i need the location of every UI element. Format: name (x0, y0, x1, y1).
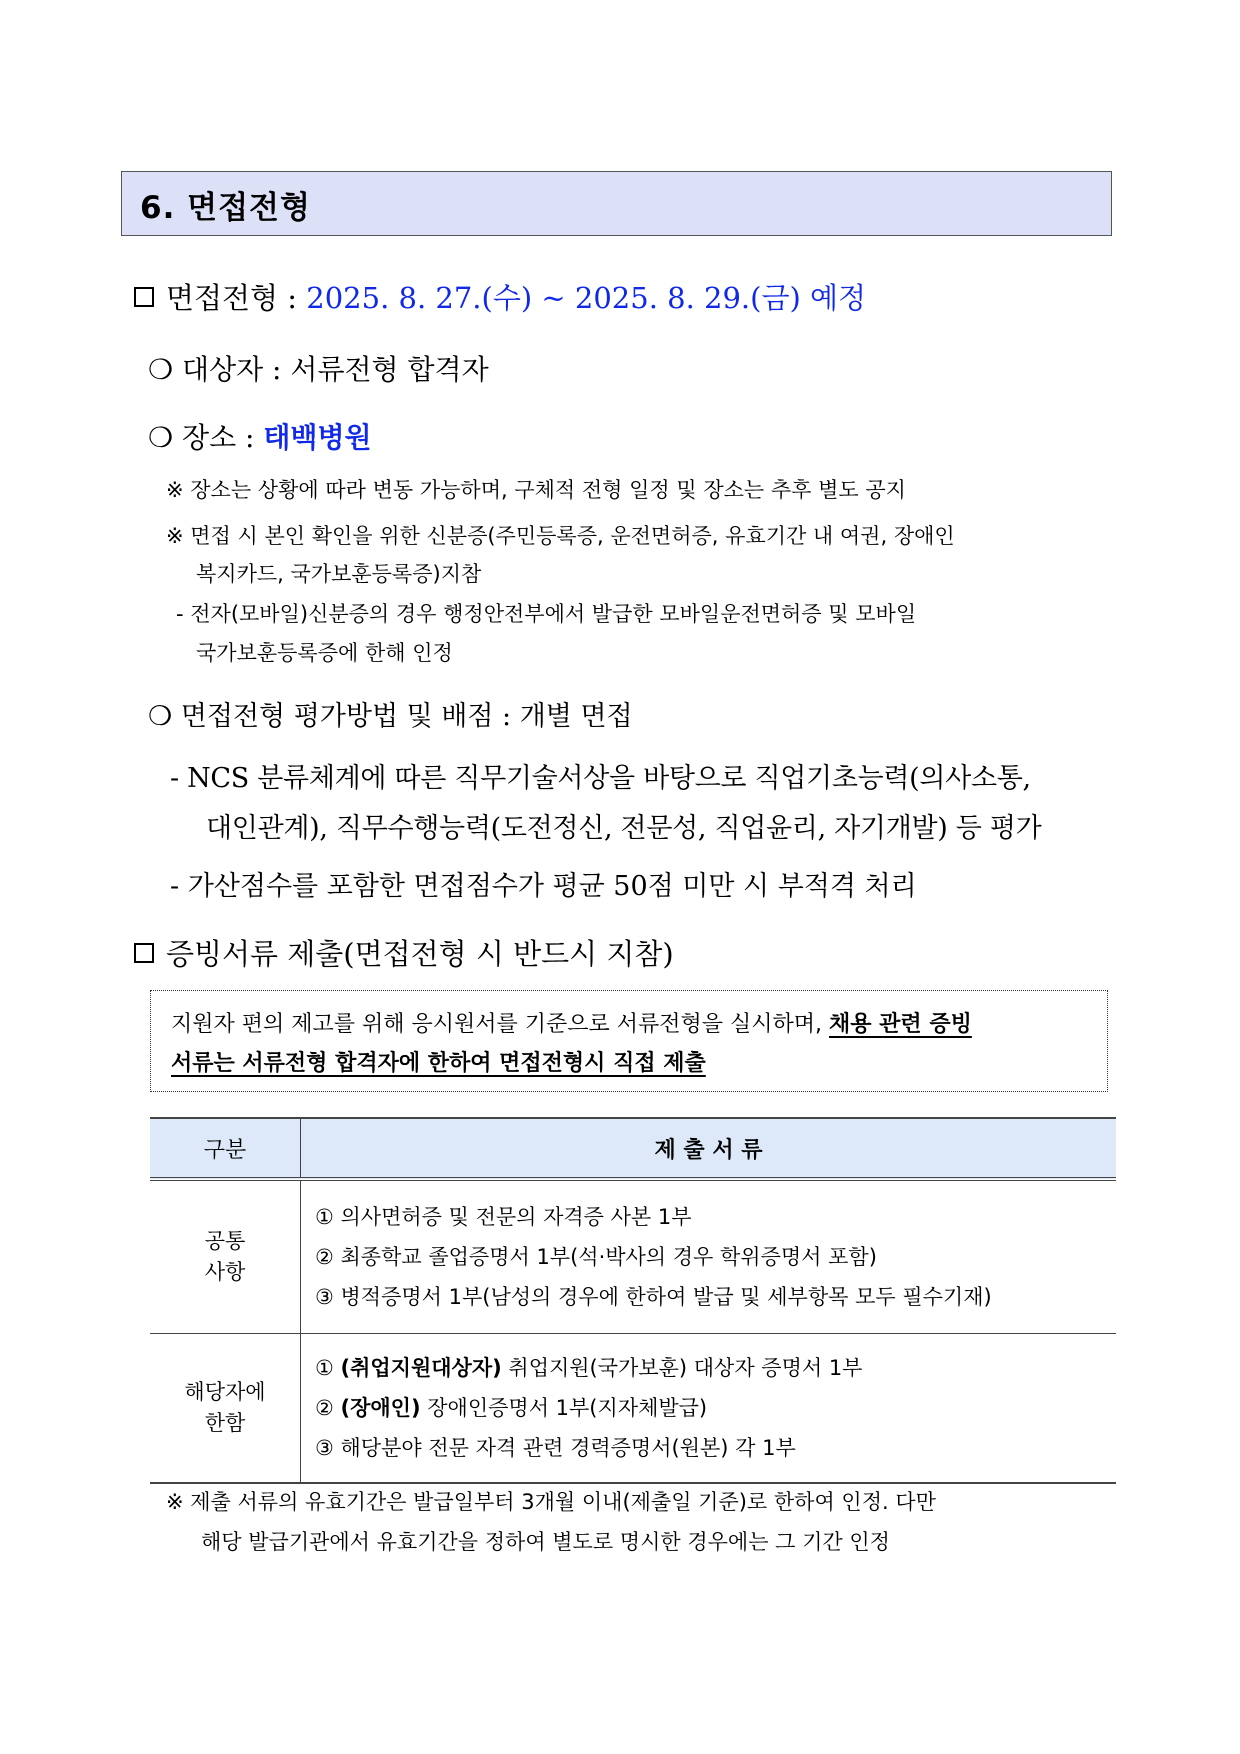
interview-target (148, 348, 489, 388)
item-text: 취업지원(국가보훈) 대상자 증명서 1부 (508, 1356, 863, 1380)
section-header (121, 171, 1112, 236)
documents-cell (301, 1334, 1117, 1484)
note-line: ※ 장소는 상황에 따라 변동 가능하며, 구체적 전형 일정 및 장소는 추후 별도 공지 (166, 478, 906, 502)
method-detail-line: - 가산점수를 포함한 면접점수가 평균 50점 미만 시 부적격 처리 (170, 871, 917, 902)
documents-heading-text: 증빙서류 제출(면접전형 시 반드시 지참) (166, 937, 674, 971)
interview-date: 2025. 8. 27.(수) ~ 2025. 8. 29.(금) 예정 (306, 281, 867, 315)
section-title: 6. 면접전형 (140, 190, 311, 226)
item-number: ① (315, 1205, 334, 1229)
item-number: ③ (315, 1436, 334, 1460)
target-text: 대상자 : 서류전형 합격자 (182, 353, 489, 386)
document-item (315, 1237, 1115, 1277)
notice-text: 지원자 편의 제고를 위해 응시원서를 기준으로 서류전형을 실시하며, (171, 1012, 823, 1037)
interview-schedule (134, 276, 866, 317)
document-item (315, 1348, 1115, 1388)
interview-place (148, 416, 372, 456)
category-text: 사항 (204, 1260, 246, 1284)
place-label: 장소 : (182, 421, 255, 454)
header-documents: 제 출 서 류 (301, 1118, 1117, 1179)
category-text: 한함 (204, 1411, 246, 1435)
document-item (315, 1197, 1115, 1237)
circle-bullet-icon: ❍ (148, 421, 174, 454)
category-text: 해당자에 (184, 1380, 266, 1404)
circle-bullet-icon: ❍ (148, 353, 174, 386)
item-number: ③ (315, 1285, 334, 1309)
category-cell (150, 1334, 301, 1484)
notice-emphasis: 채용 관련 증빙 (829, 1012, 972, 1037)
method-detail-line: - NCS 분류체계에 따른 직무기술서상을 바탕으로 직업기초능력(의사소통, (170, 763, 1031, 794)
method-detail-line: 대인관계), 직무수행능력(도전정신, 전문성, 직업윤리, 자기개발) 등 평가 (206, 813, 1042, 844)
header-category: 구분 (150, 1118, 301, 1179)
interview-method (148, 694, 633, 733)
table-header-row (150, 1118, 1116, 1179)
notice-line-1 (171, 1007, 972, 1038)
item-text: 장애인증명서 1부(지자체발급) (427, 1396, 708, 1420)
item-text: 병적증명서 1부(남성의 경우에 한하여 발급 및 세부항목 모두 필수기재) (340, 1285, 992, 1309)
table-row (150, 1334, 1116, 1484)
documents-heading (134, 932, 674, 973)
category-text: 공통 (204, 1229, 246, 1253)
item-text: 최종학교 졸업증명서 1부(석·박사의 경우 학위증명서 포함) (340, 1245, 877, 1269)
notice-box (150, 990, 1108, 1092)
documents-cell (301, 1179, 1117, 1334)
category-cell (150, 1179, 301, 1334)
note-line: - 전자(모바일)신분증의 경우 행정안전부에서 발급한 모바일운전면허증 및 모바일 (176, 602, 917, 626)
table-row (150, 1179, 1116, 1334)
note-line: 국가보훈등록증에 한해 인정 (196, 641, 453, 665)
document-item (315, 1428, 1115, 1468)
checkbox-square-icon (134, 943, 154, 963)
notice-emphasis: 서류는 서류전형 합격자에 한하여 면접전형시 직접 제출 (171, 1051, 706, 1076)
interview-label: 면접전형 : (166, 281, 298, 315)
item-number: ① (315, 1356, 334, 1380)
footnote-line: ※ 제출 서류의 유효기간은 발급일부터 3개월 이내(제출일 기준)로 한하여 인정. 다만 (166, 1490, 936, 1514)
document-item (315, 1388, 1115, 1428)
note-line: 복지카드, 국가보훈등록증)지참 (196, 562, 482, 586)
item-bold: (장애인) (340, 1396, 421, 1420)
item-number: ② (315, 1245, 334, 1269)
item-text: 의사면허증 및 전문의 자격증 사본 1부 (340, 1205, 692, 1229)
item-text: 해당분야 전문 자격 관련 경력증명서(원본) 각 1부 (340, 1436, 796, 1460)
notice-line-2 (171, 1046, 706, 1077)
item-bold: (취업지원대상자) (340, 1356, 502, 1380)
checkbox-square-icon (134, 287, 154, 307)
circle-bullet-icon: ❍ (148, 701, 173, 732)
note-line: ※ 면접 시 본인 확인을 위한 신분증(주민등록증, 운전면허증, 유효기간 내 여권, 장애인 (166, 524, 955, 548)
footnote-line: 해당 발급기관에서 유효기간을 정하여 별도로 명시한 경우에는 그 기간 인정 (201, 1530, 890, 1554)
item-number: ② (315, 1396, 334, 1420)
place-value: 태백병원 (263, 421, 372, 454)
method-text: 면접전형 평가방법 및 배점 : 개별 면접 (180, 701, 633, 732)
documents-table (150, 1117, 1116, 1484)
document-item (315, 1277, 1115, 1317)
